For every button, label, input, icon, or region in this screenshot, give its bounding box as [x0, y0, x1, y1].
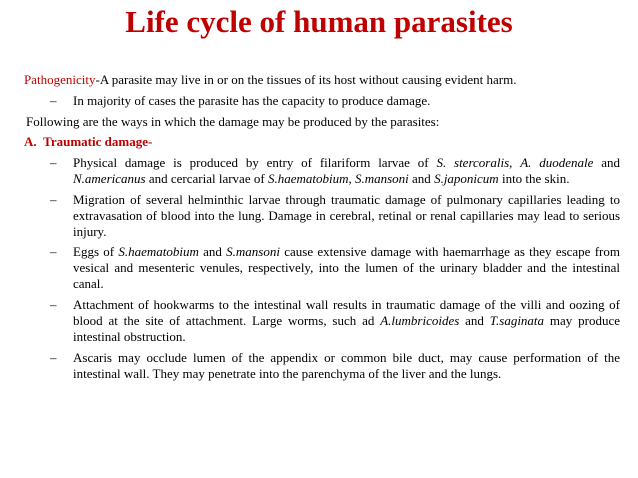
dash-marker: –: [50, 297, 57, 312]
following-text: Following are the ways in which the damage may be produced by the parasites:: [26, 114, 440, 129]
bullet-3: Eggs of S.haematobium and S.mansoni cause extensive damage with haemarrhage as they escape from vesical and mesenteric venules, respectively, into the lumen of the urinary bladder and the intestinal canal.: [73, 244, 620, 291]
dash-marker: –: [50, 244, 57, 259]
bullet-4: Attachment of hookwarms to the intestinal wall results in traumatic damage of the villi and oozing of blood at the site of attachment. Large worms, such ad A.lumbricoides and T.saginata may produce intestinal obstruction.: [73, 297, 620, 344]
pathogenicity-term: Pathogenicity: [24, 72, 96, 87]
dash-marker: –: [50, 192, 57, 207]
slide-title: Life cycle of human parasites: [125, 4, 513, 39]
majority-text: In majority of cases the parasite has the capacity to produce damage.: [73, 93, 431, 108]
dash-marker: –: [50, 93, 57, 108]
pathogenicity-line: [24, 72, 516, 88]
bullet-2: Migration of several helminthic larvae through traumatic damage of pulmonary capillaries leading to extravasation of blood into the lung. Damage in cerebral, retinal or renal capillaries may lead to serious injury.: [73, 192, 620, 239]
section-a-title: Traumatic damage-: [43, 134, 153, 149]
bullet-1: Physical damage is produced by entry of filariform larvae of S. stercoralis, A. duodenale and N.americanus and cercarial larvae of S.haematobium, S.mansoni and S.japonicum into the skin.: [73, 155, 621, 186]
section-a-marker: A.: [24, 134, 37, 149]
dash-marker: –: [50, 350, 57, 365]
pathogenicity-text: -A parasite may live in or on the tissues of its host without causing evident harm.: [95, 72, 517, 87]
dash-marker: –: [50, 155, 57, 170]
bullet-5: Ascaris may occlude lumen of the appendix or common bile duct, may cause performation of the intestinal wall. They may penetrate into the parenchyma of the liver and the lungs.: [73, 350, 620, 381]
section-a-heading: [24, 134, 152, 150]
